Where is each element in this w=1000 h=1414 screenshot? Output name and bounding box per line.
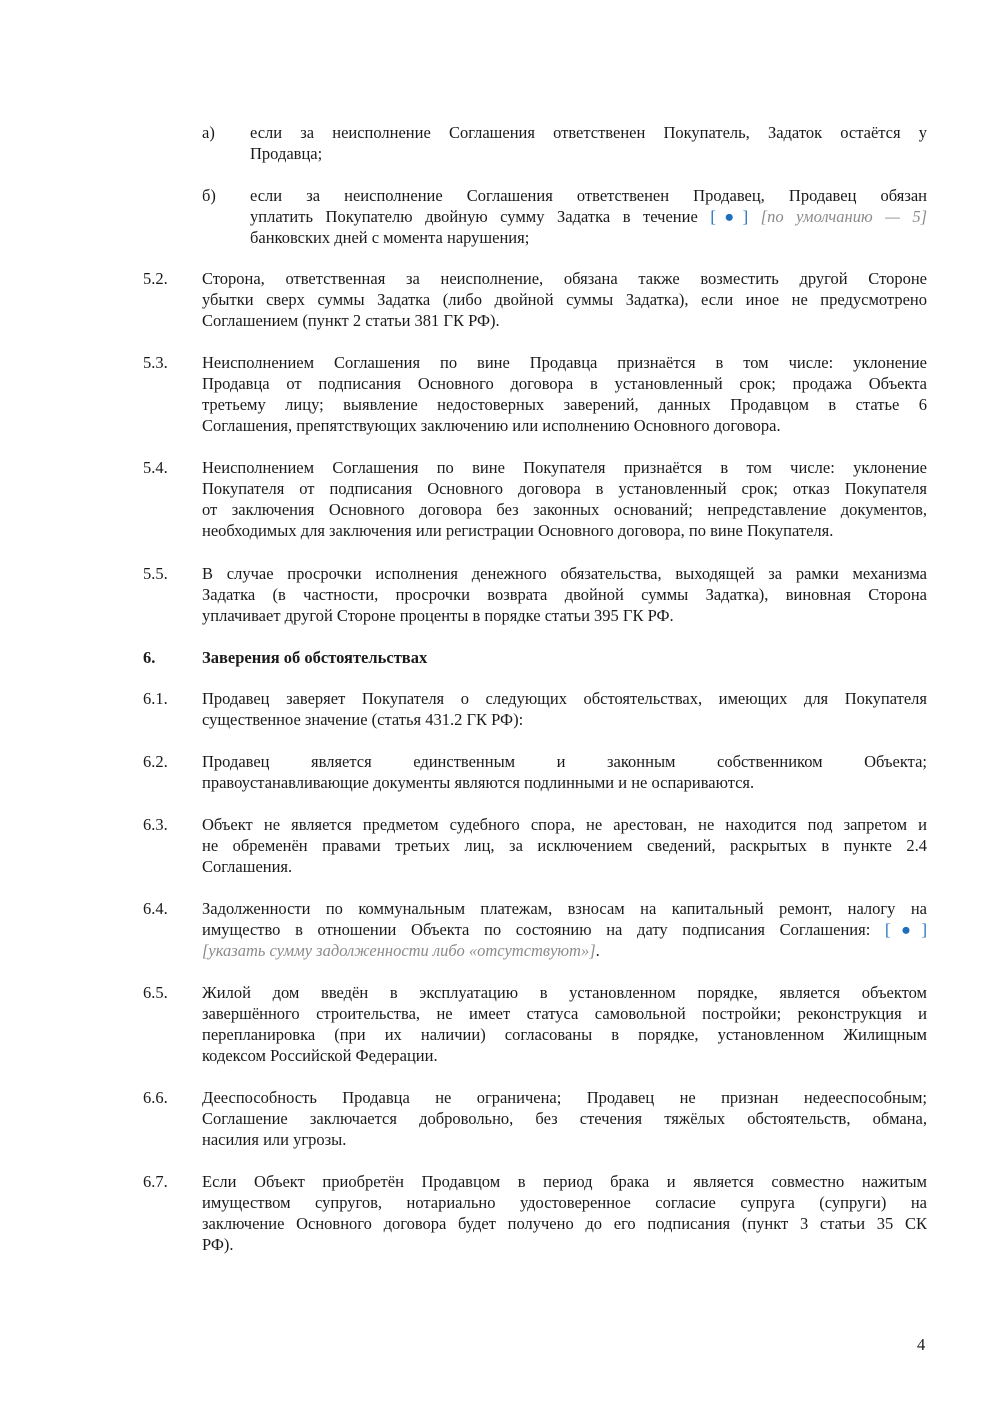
page-number: 4 bbox=[917, 1335, 926, 1354]
subitem-label: б) bbox=[202, 186, 216, 205]
clause-number: 6.4. bbox=[143, 899, 168, 918]
clause-number: 6.7. bbox=[143, 1172, 168, 1191]
text-line: Продавец заверяет Покупателя о следующих обстоятельствах, имеющих для Покупателя bbox=[202, 689, 927, 708]
clause-number: 5.3. bbox=[143, 353, 168, 372]
text-line: если за неисполнение Соглашения ответственен Покупатель, Задаток остаётся у bbox=[250, 123, 927, 142]
placeholder-marker: [●] bbox=[710, 207, 749, 226]
clause-number: 6.3. bbox=[143, 815, 168, 834]
clause-number: 6.5. bbox=[143, 983, 168, 1002]
text-line: правоустанавливающие документы являются подлинными и не оспариваются. bbox=[202, 773, 755, 792]
text-line: заключение Основного договора будет получено до его подписания (пункт 3 статьи 35 СК bbox=[202, 1214, 927, 1233]
text-line: Объект не является предметом судебного спора, не арестован, не находится под запретом и bbox=[202, 815, 927, 834]
subitem-label: а) bbox=[202, 123, 215, 142]
section-number: 6. bbox=[143, 648, 156, 667]
clause-text bbox=[202, 1171, 927, 1255]
text-line: необходимых для заключения или регистрации Основного договора, по вине Покупателя. bbox=[202, 521, 834, 540]
text-line: Соглашением (пункт 2 статьи 381 ГК РФ). bbox=[202, 311, 500, 330]
clause-number: 6.6. bbox=[143, 1088, 168, 1107]
text-line: имуществом супругов, нотариально удостоверенное согласие супруга (супруги) на bbox=[202, 1193, 927, 1212]
text-line: Неисполнением Соглашения по вине Покупателя признаётся в том числе: уклонение bbox=[202, 458, 927, 477]
text-line: [указать сумму задолженности либо «отсутствуют»]. bbox=[202, 941, 600, 960]
clause-number: 6.1. bbox=[143, 689, 168, 708]
clause-number: 5.4. bbox=[143, 458, 168, 477]
clause-text bbox=[202, 982, 927, 1066]
placeholder-marker: [●] bbox=[884, 920, 927, 939]
clause-text bbox=[202, 457, 927, 541]
placeholder-hint: [по умолчанию — 5] bbox=[760, 207, 928, 226]
section-title: Заверения об обстоятельствах bbox=[202, 648, 428, 667]
text-line: уплатить Покупателю двойную сумму Задатка в течение [●] [по умолчанию — 5] bbox=[250, 207, 928, 226]
text-line: если за неисполнение Соглашения ответственен Продавец, Продавец обязан bbox=[250, 186, 927, 205]
text-line: банковских дней с момента нарушения; bbox=[250, 228, 530, 247]
text-line: Жилой дом введён в эксплуатацию в установленном порядке, является объектом bbox=[202, 983, 927, 1002]
clause-text bbox=[202, 352, 927, 436]
text-line: Продавец является единственным и законным собственником Объекта; bbox=[202, 752, 927, 771]
text-line: завершённого строительства, не имеет статуса самовольной постройки; реконструкция и bbox=[202, 1004, 927, 1023]
text-line: уплачивает другой Стороне проценты в порядке статьи 395 ГК РФ. bbox=[202, 606, 674, 625]
text-line: Покупателя от подписания Основного договора в установленный срок; отказ Покупателя bbox=[202, 479, 927, 498]
text-line: Дееспособность Продавца не ограничена; Продавец не признан недееспособным; bbox=[202, 1088, 927, 1107]
text-line: насилия или угрозы. bbox=[202, 1130, 347, 1149]
subitem-text bbox=[250, 185, 927, 248]
clause-text bbox=[202, 688, 927, 730]
text-line: Неисполнением Соглашения по вине Продавца признаётся в том числе: уклонение bbox=[202, 353, 927, 372]
text-line: Соглашения, препятствующих заключению или исполнению Основного договора. bbox=[202, 416, 781, 435]
text-line: кодексом Российской Федерации. bbox=[202, 1046, 438, 1065]
text-line: существенное значение (статья 431.2 ГК РФ): bbox=[202, 710, 524, 729]
text-line: убытки сверх суммы Задатка (либо двойной суммы Задатка), если иное не предусмотрено bbox=[202, 290, 927, 309]
text-line: Соглашение заключается добровольно, без стечения тяжёлых обстоятельств, обмана, bbox=[202, 1109, 927, 1128]
text-line: имущество в отношении Объекта по состоянию на дату подписания Соглашения: [●] bbox=[202, 920, 927, 939]
text-line: РФ). bbox=[202, 1235, 234, 1254]
text-line: Сторона, ответственная за неисполнение, обязана также возместить другой Стороне bbox=[202, 269, 927, 288]
clause-text bbox=[202, 563, 927, 626]
clause-number: 5.2. bbox=[143, 269, 168, 288]
clause-text bbox=[202, 898, 927, 961]
clause-text bbox=[202, 268, 927, 331]
text-line: не обременён правами третьих лиц, за исключением сведений, раскрытых в пункте 2.4 bbox=[202, 836, 927, 855]
text-line: перепланировка (при их наличии) согласованы в порядке, установленном Жилищным bbox=[202, 1025, 927, 1044]
text-line: Задатка (в частности, просрочки возврата двойной суммы Задатка), виновная Сторона bbox=[202, 585, 927, 604]
text-line: от заключения Основного договора без законных оснований; непредставление документов, bbox=[202, 500, 927, 519]
text-line: Если Объект приобретён Продавцом в период брака и является совместно нажитым bbox=[202, 1172, 927, 1191]
text-line: В случае просрочки исполнения денежного обязательства, выходящей за рамки механизма bbox=[202, 564, 927, 583]
clause-number: 6.2. bbox=[143, 752, 168, 771]
subitem-text bbox=[250, 122, 927, 164]
clause-text bbox=[202, 751, 927, 793]
clause-number: 5.5. bbox=[143, 564, 168, 583]
clause-text bbox=[202, 814, 927, 877]
placeholder-hint: [указать сумму задолженности либо «отсутствуют»] bbox=[202, 941, 596, 960]
text-line: Задолженности по коммунальным платежам, взносам на капитальный ремонт, налогу на bbox=[202, 899, 927, 918]
clause-text bbox=[202, 1087, 927, 1150]
text-line: Продавца; bbox=[250, 144, 323, 163]
text-line: третьему лицу; выявление недостоверных заверений, данных Продавцом в статье 6 bbox=[202, 395, 927, 414]
text-line: Соглашения. bbox=[202, 857, 293, 876]
text-line: Продавца от подписания Основного договора в установленный срок; продажа Объекта bbox=[202, 374, 927, 393]
